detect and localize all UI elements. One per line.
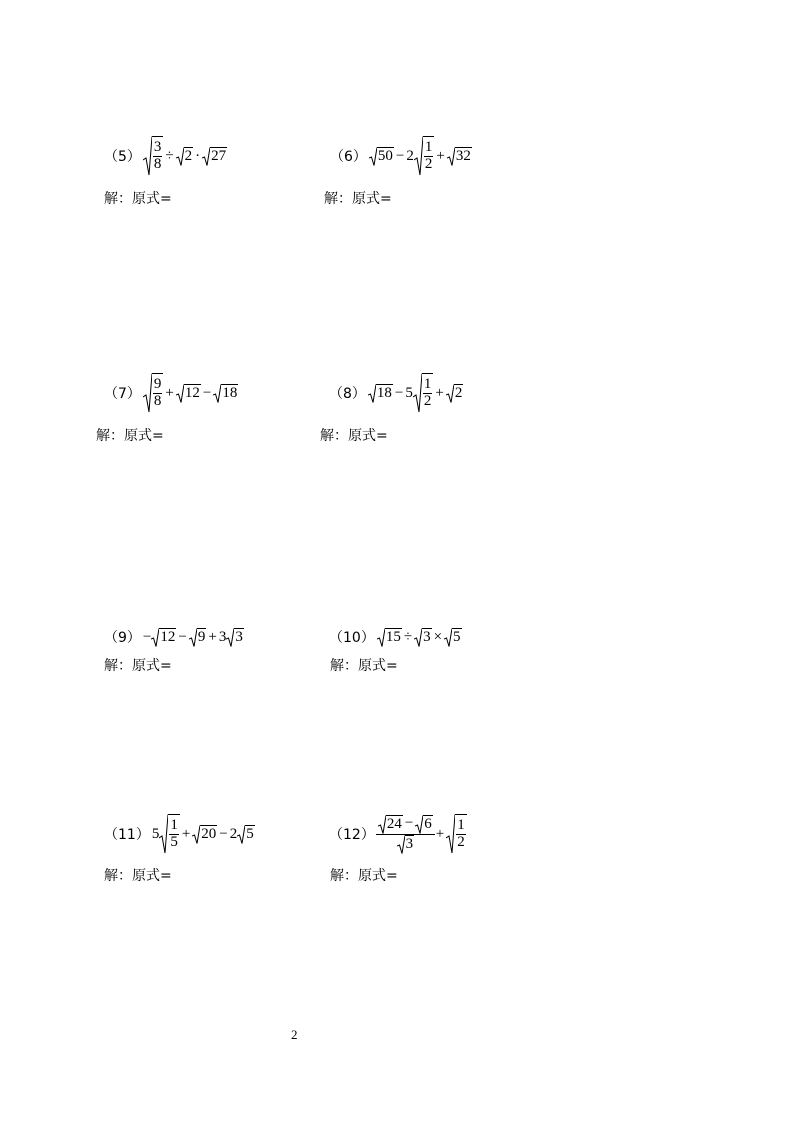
radical: 3 bbox=[414, 628, 432, 647]
radical bbox=[159, 814, 180, 854]
problem-number: （12） bbox=[329, 827, 375, 843]
problem-number: （10） bbox=[329, 630, 375, 646]
answer-label: 解：原式= bbox=[320, 428, 388, 444]
math-expression: 5 $\frac{1}{5}$ + 20 − 2 5 bbox=[152, 814, 255, 854]
radical: 3 bbox=[397, 835, 415, 854]
radical: 12 bbox=[151, 628, 176, 647]
problem-5 bbox=[104, 136, 227, 176]
math-expression: 50 − 2 $\frac{1}{2}$ + 32 bbox=[369, 136, 472, 176]
radical: 15 bbox=[377, 628, 402, 647]
fraction: $\frac{1}{2}$ bbox=[424, 139, 433, 172]
math-expression: $\frac{3}{8}$ ÷ 2 · 27 bbox=[143, 136, 227, 176]
problem-11 bbox=[104, 814, 255, 854]
fraction: $\frac{9}{8}$ bbox=[153, 376, 162, 409]
page-number: 2 bbox=[291, 1027, 298, 1042]
radical bbox=[413, 373, 434, 413]
radical bbox=[143, 373, 164, 413]
fraction: $\frac{1}{5}$ bbox=[170, 817, 178, 850]
radical bbox=[414, 136, 435, 176]
math-expression: 18 − 5 $\frac{1}{2}$ + 2 bbox=[368, 373, 463, 413]
answer-label: 解：原式= bbox=[104, 658, 172, 674]
radical: 32 bbox=[447, 147, 472, 166]
answer-label: 解：原式= bbox=[330, 658, 398, 674]
radical: 9 bbox=[189, 628, 207, 647]
problem-number: （11） bbox=[104, 827, 150, 843]
radical: 3 bbox=[226, 628, 244, 647]
problem-9 bbox=[104, 627, 244, 647]
problem-8 bbox=[329, 373, 463, 413]
answer-label: 解：原式= bbox=[96, 428, 164, 444]
radical: 50 bbox=[369, 147, 394, 166]
fraction: 24 − 6 3 bbox=[377, 815, 434, 854]
problem-7 bbox=[104, 373, 238, 413]
math-expression: − 12 − 9 + 3 3 bbox=[142, 628, 243, 645]
radical: 6 bbox=[415, 815, 433, 834]
fraction: $\frac{1}{2}$ bbox=[423, 376, 432, 409]
answer-label: 解：原式= bbox=[330, 868, 398, 884]
answer-label: 解：原式= bbox=[324, 191, 392, 207]
problem-number: （5） bbox=[104, 149, 141, 165]
radical: 2 bbox=[176, 147, 194, 166]
fraction: $\frac{3}{8}$ bbox=[153, 139, 162, 172]
radical: 5 bbox=[444, 628, 462, 647]
problem-number: （9） bbox=[104, 630, 141, 646]
radical: 20 bbox=[192, 825, 217, 844]
problem-number: （8） bbox=[329, 386, 366, 402]
radical: 12 bbox=[176, 384, 201, 403]
answer-label: 解：原式= bbox=[104, 191, 172, 207]
fraction: $\frac{1}{2}$ bbox=[457, 817, 465, 850]
problem-12 bbox=[329, 814, 467, 854]
problem-6 bbox=[330, 136, 472, 176]
radical: 18 bbox=[368, 384, 393, 403]
problem-10 bbox=[329, 627, 462, 647]
radical: 5 bbox=[237, 825, 255, 844]
radical: 2 bbox=[446, 384, 464, 403]
radical bbox=[143, 136, 164, 176]
problem-number: （7） bbox=[104, 386, 141, 402]
answer-label: 解：原式= bbox=[104, 868, 172, 884]
problem-number: （6） bbox=[330, 149, 367, 165]
radical: 24 bbox=[378, 815, 403, 834]
radical: 18 bbox=[213, 384, 238, 403]
math-expression: 24 − 6 3 + $\frac{1}{2}$ bbox=[377, 814, 467, 854]
radical bbox=[446, 814, 467, 854]
radical: 27 bbox=[202, 147, 227, 166]
math-expression: 15 ÷ 3 × 5 bbox=[377, 628, 462, 647]
math-expression: $\frac{9}{8}$ + 12 − 18 bbox=[143, 373, 238, 413]
